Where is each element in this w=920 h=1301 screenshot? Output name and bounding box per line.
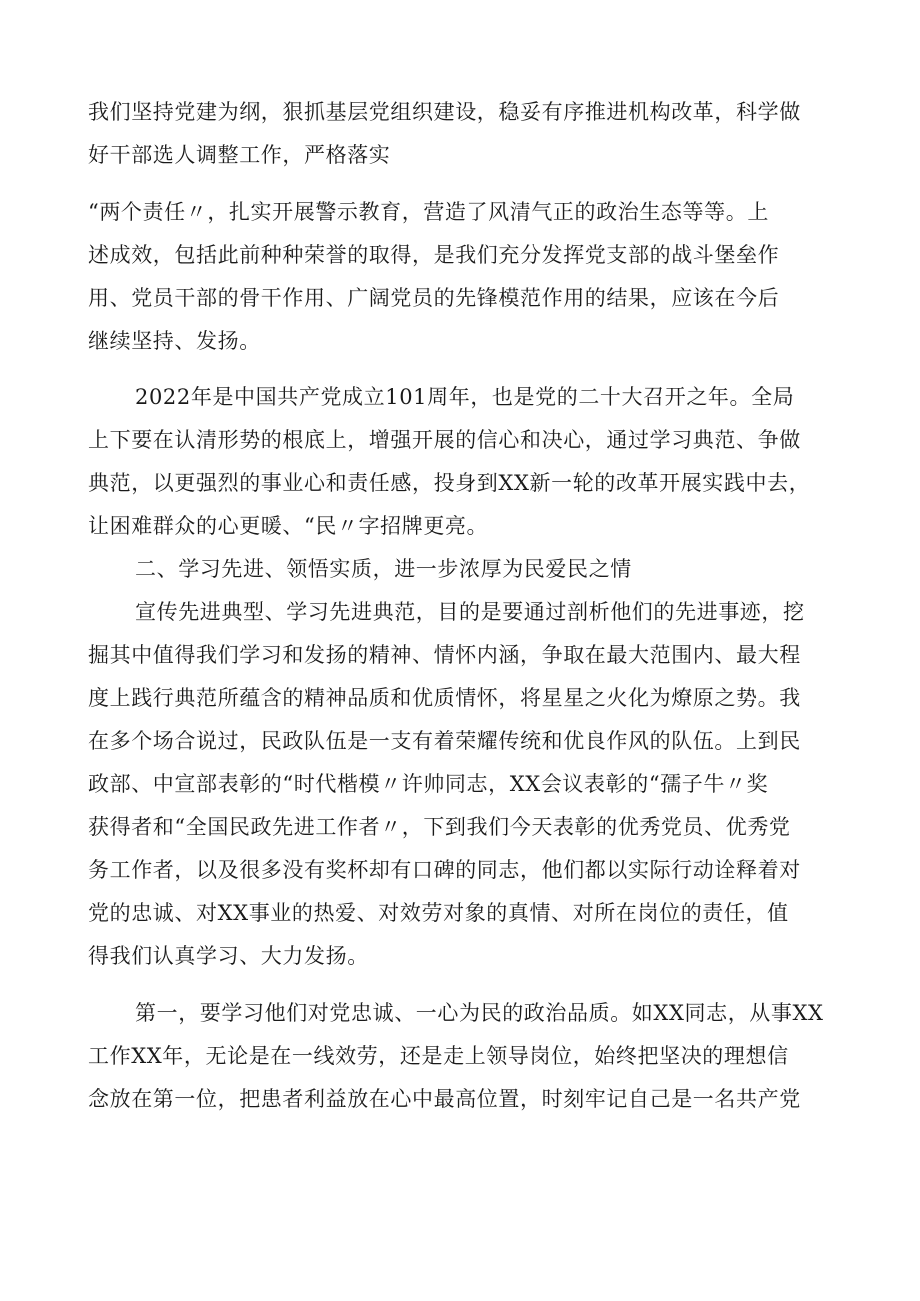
text-line: 得我们认真学习、大力发扬。: [88, 944, 369, 968]
text-line: 掘其中值得我们学习和发扬的精神、情怀内涵，争取在最大范围内、最大程: [88, 643, 801, 667]
text-line: 让困难群众的心更暖、“民〃字招牌更亮。: [88, 514, 489, 538]
text-line: 务工作者，以及很多没有奖杯却有口碑的同志，他们都以实际行动诠释着对: [88, 858, 801, 882]
text-line: 继续坚持、发扬。: [88, 329, 261, 353]
text-line: 第一，要学习他们对党忠诚、一心为民的政治品质。如XX同志，从事XX: [135, 1001, 824, 1025]
text-line: 2022年是中国共产党成立101周年，也是党的二十大召开之年。全局: [135, 385, 795, 409]
text-line: 政部、中宣部表彰的“时代楷模〃许帅同志，XX会议表彰的“孺子牛〃奖: [88, 772, 769, 796]
text-line: 我们坚持党建为纲，狠抓基层党组织建设，稳妥有序推进机构改革，科学做: [88, 100, 801, 124]
section-heading: 二、学习先进、领悟实质，进一步浓厚为民爱民之情: [135, 557, 632, 581]
text-line: “两个责任〃，扎实开展警示教育，营造了风清气正的政治生态等等。上: [88, 200, 769, 224]
text-line: 获得者和“全国民政先进工作者〃，下到我们今天表彰的优秀党员、优秀党: [88, 815, 791, 839]
text-line: 典范，以更强烈的事业心和责任感，投身到XX新一轮的改革开展实践中去，: [88, 471, 811, 495]
text-line: 在多个场合说过，民政队伍是一支有着荣耀传统和优良作风的队伍。上到民: [88, 729, 801, 753]
text-line: 工作XX年，无论是在一线效劳，还是走上领导岗位，始终把坚决的理想信: [88, 1044, 789, 1068]
text-line: 用、党员干部的骨干作用、广阔党员的先锋模范作用的结果，应该在今后: [88, 286, 780, 310]
text-line: 念放在第一位，把患者利益放在心中最高位置，时刻牢记自己是一名共产党: [88, 1087, 801, 1111]
text-line: 好干部选人调整工作，严格落实: [88, 143, 391, 167]
text-line: 党的忠诚、对XX事业的热爱、对效劳对象的真情、对所在岗位的责任，值: [88, 901, 789, 925]
text-line: 述成效，包括此前种种荣誉的取得，是我们充分发挥党支部的战斗堡垒作: [88, 243, 780, 267]
text-line: 宣传先进典型、学习先进典范，目的是要通过剖析他们的先进事迹，挖: [135, 600, 805, 624]
text-line: 度上践行典范所蕴含的精神品质和优质情怀，将星星之火化为燎原之势。我: [88, 686, 801, 710]
text-line: 上下要在认清形势的根底上，增强开展的信心和决心，通过学习典范、争做: [88, 428, 801, 452]
